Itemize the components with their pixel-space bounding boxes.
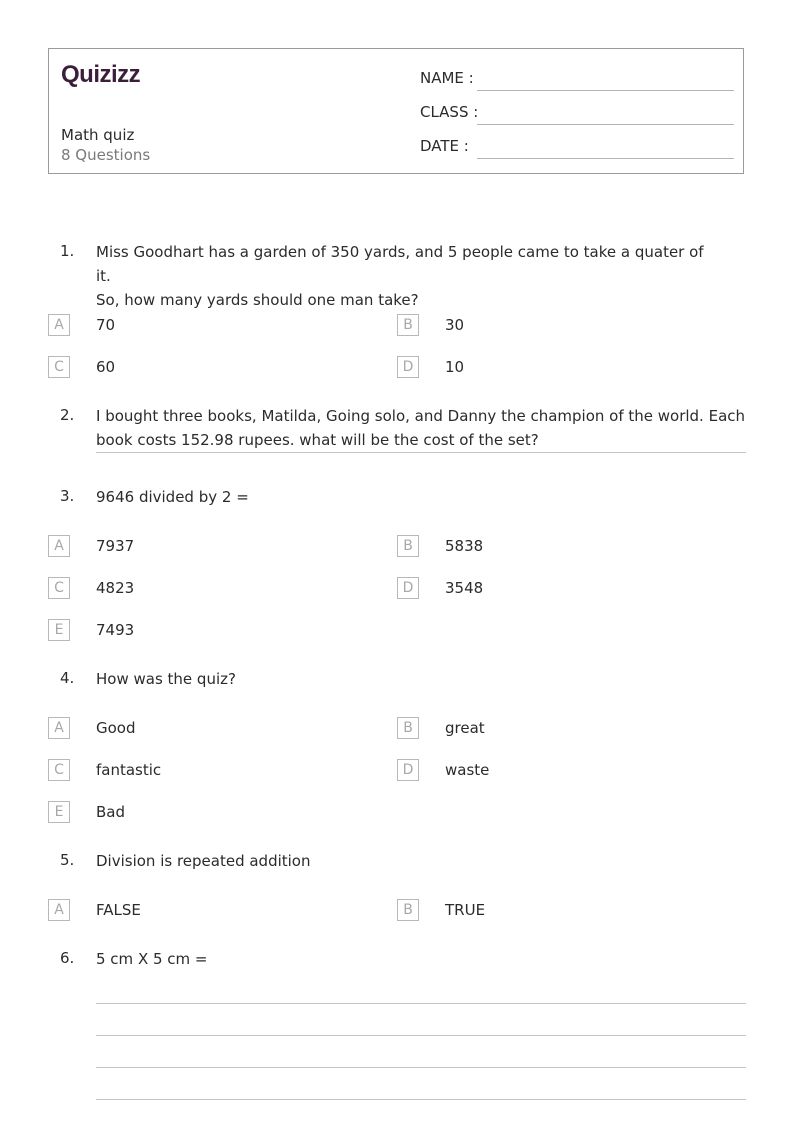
answer-line[interactable] [96,1099,746,1100]
svg-text:Quizizz: Quizizz [61,61,141,88]
quizizz-logo [61,59,153,93]
option-text: 70 [96,316,116,334]
class-field[interactable] [420,103,734,125]
quiz-title: Math quiz [61,126,135,144]
option-text: 3548 [445,579,484,597]
option-letter-box[interactable]: E [48,619,70,641]
option-letter-box[interactable]: B [397,717,419,739]
question-text-line: So, how many yards should one man take? [96,291,419,309]
option-text: 7937 [96,537,135,555]
option-text: TRUE [445,901,486,919]
option-letter-box[interactable]: C [48,759,70,781]
option-letter-box[interactable]: A [48,717,70,739]
option-letter-box[interactable]: A [48,314,70,336]
option-letter-box[interactable]: B [397,899,419,921]
question-number: 4. [60,669,75,687]
option-letter-box[interactable]: D [397,356,419,378]
option-text: FALSE [96,901,141,919]
option-letter-box[interactable]: C [48,356,70,378]
question-number: 5. [60,851,75,869]
option-letter-box[interactable]: E [48,801,70,823]
option-text: Bad [96,803,126,821]
option-text: 10 [445,358,465,376]
option-text: 7493 [96,621,135,639]
question-text: Division is repeated addition [96,852,311,870]
option-letter-box[interactable]: C [48,577,70,599]
option-letter-box[interactable]: B [397,535,419,557]
answer-line[interactable] [96,1067,746,1068]
question-number: 6. [60,949,75,967]
option-text: Good [96,719,136,737]
question-text: How was the quiz? [96,670,236,688]
date-field[interactable] [420,137,734,159]
option-text: great [445,719,485,737]
name-label: NAME : [420,69,474,87]
option-letter-box[interactable]: B [397,314,419,336]
question-text [96,404,746,452]
option-text: 60 [96,358,116,376]
option-letter-box[interactable]: A [48,535,70,557]
class-label: CLASS : [420,103,479,121]
option-letter-box[interactable]: D [397,759,419,781]
question-text-line: I bought three books, Matilda, Going solo, and Danny the champion of the world. Each [96,407,746,425]
worksheet-header [48,48,744,174]
option-letter-box[interactable]: D [397,577,419,599]
answer-line[interactable] [96,1035,746,1036]
name-field[interactable] [420,69,734,91]
option-text: fantastic [96,761,162,779]
question-number: 1. [60,242,75,260]
option-text: 5838 [445,537,484,555]
question-text-line: Miss Goodhart has a garden of 350 yards, and 5 people came to take a quater of it. [96,243,704,285]
answer-line[interactable] [96,1003,746,1004]
answer-line[interactable] [96,452,746,453]
option-text: 30 [445,316,465,334]
date-line[interactable] [477,158,734,159]
class-line[interactable] [477,124,734,125]
question-number: 2. [60,406,75,424]
question-text: 9646 divided by 2 = [96,488,249,506]
question-count: 8 Questions [61,146,151,164]
option-text: waste [445,761,490,779]
name-line[interactable] [477,90,734,91]
option-letter-box[interactable]: A [48,899,70,921]
question-number: 3. [60,487,75,505]
date-label: DATE : [420,137,469,155]
question-text [96,240,716,312]
question-text-line: book costs 152.98 rupees. what will be the cost of the set? [96,431,539,449]
option-text: 4823 [96,579,135,597]
question-text: 5 cm X 5 cm = [96,950,208,968]
